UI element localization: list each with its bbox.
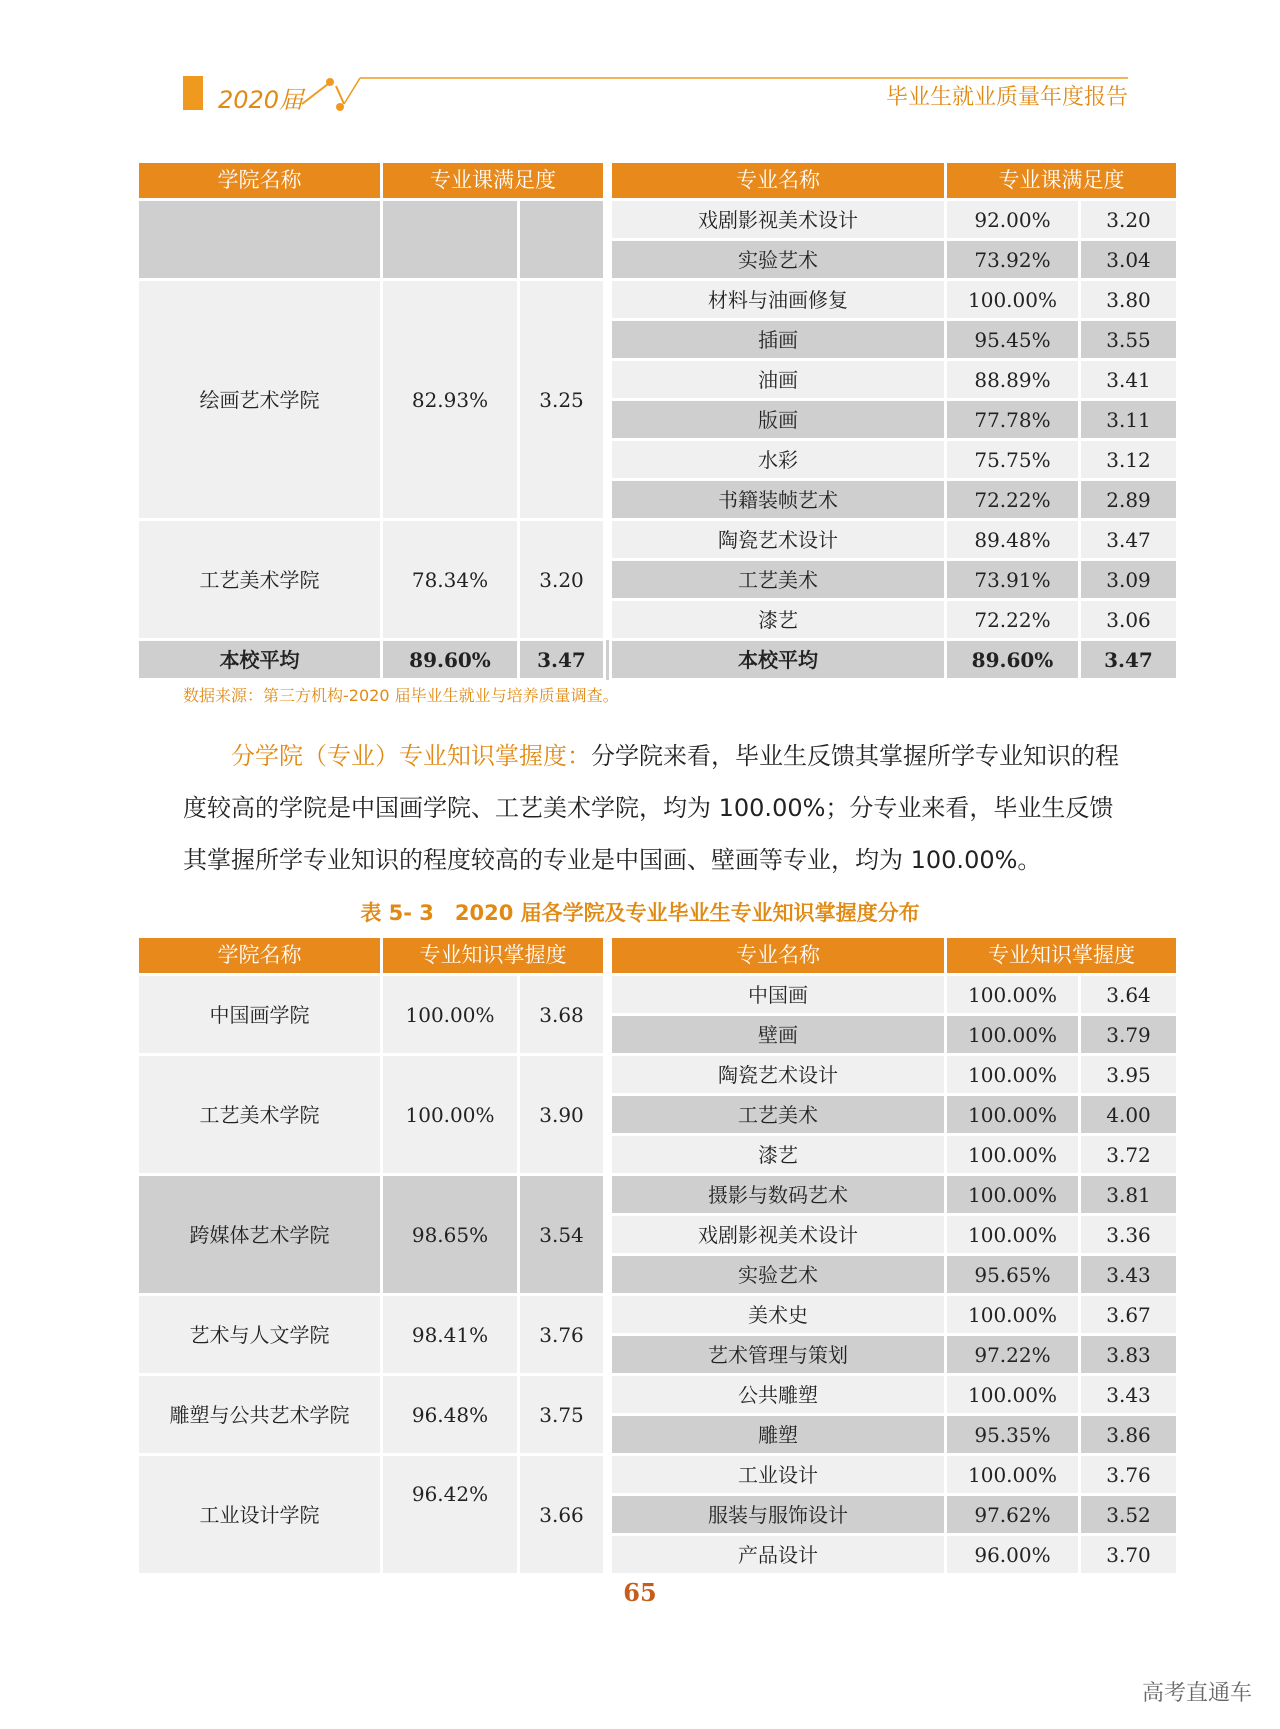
college-pct	[382, 200, 519, 280]
college-pct: 96.48%	[382, 1375, 519, 1455]
major-pct: 73.91%	[946, 560, 1080, 600]
page-header	[0, 0, 1280, 130]
average-row	[138, 640, 1178, 680]
major-pct: 100.00%	[946, 975, 1080, 1015]
major-name: 水彩	[611, 440, 946, 480]
header-knowledge-mastery: 专业知识掌握度	[946, 937, 1178, 975]
page-number: 65	[623, 1578, 657, 1607]
major-name: 版画	[611, 400, 946, 440]
major-score: 3.70	[1080, 1535, 1178, 1575]
major-name: 服装与服饰设计	[611, 1495, 946, 1535]
major-pct: 100.00%	[946, 1135, 1080, 1175]
header-year: 2020届	[218, 86, 304, 114]
average-pct: 89.60%	[946, 640, 1080, 680]
major-pct: 95.45%	[946, 320, 1080, 360]
major-name: 实验艺术	[611, 1255, 946, 1295]
college-name: 工艺美术学院	[138, 520, 382, 640]
major-pct: 72.22%	[946, 600, 1080, 640]
average-pct: 89.60%	[382, 640, 519, 680]
college-pct: 100.00%	[382, 975, 519, 1055]
table-knowledge-mastery	[136, 935, 1179, 1576]
major-score: 3.67	[1080, 1295, 1178, 1335]
major-pct: 88.89%	[946, 360, 1080, 400]
major-score: 4.00	[1080, 1095, 1178, 1135]
table-row	[138, 1055, 1178, 1095]
college-score: 3.90	[519, 1055, 605, 1175]
major-pct: 97.62%	[946, 1495, 1080, 1535]
major-score: 3.95	[1080, 1055, 1178, 1095]
college-score: 3.76	[519, 1295, 605, 1375]
major-score: 3.86	[1080, 1415, 1178, 1455]
major-pct: 100.00%	[946, 1375, 1080, 1415]
major-pct: 89.48%	[946, 520, 1080, 560]
major-pct: 95.65%	[946, 1255, 1080, 1295]
major-name: 书籍装帧艺术	[611, 480, 946, 520]
major-score: 3.04	[1080, 240, 1178, 280]
college-score: 3.25	[519, 280, 605, 520]
major-score: 3.55	[1080, 320, 1178, 360]
college-score: 3.66	[519, 1455, 605, 1575]
major-pct: 100.00%	[946, 1095, 1080, 1135]
table-row	[138, 975, 1178, 1015]
major-pct: 100.00%	[946, 1055, 1080, 1095]
major-score: 3.41	[1080, 360, 1178, 400]
college-name: 跨媒体艺术学院	[138, 1175, 382, 1295]
major-name: 插画	[611, 320, 946, 360]
major-name: 实验艺术	[611, 240, 946, 280]
major-name: 工艺美术	[611, 1095, 946, 1135]
major-score: 3.11	[1080, 400, 1178, 440]
header-major-name: 专业名称	[611, 162, 946, 200]
table-row	[138, 1375, 1178, 1415]
source-note: 数据来源：第三方机构-2020 届毕业生就业与培养质量调查。	[183, 686, 619, 705]
major-score: 3.52	[1080, 1495, 1178, 1535]
header-college-name: 学院名称	[138, 937, 382, 975]
table-row	[138, 280, 1178, 320]
college-name: 工艺美术学院	[138, 1055, 382, 1175]
college-pct: 100.00%	[382, 1055, 519, 1175]
major-pct: 100.00%	[946, 1015, 1080, 1055]
header-course-satisfaction: 专业课满足度	[946, 162, 1178, 200]
average-label: 本校平均	[611, 640, 946, 680]
college-score	[519, 200, 605, 280]
paragraph-text: 分学院来看，毕业生反馈其掌握所学专业知识的程度较高的学院是中国画学院、工艺美术学院，均为 100.00%；分专业来看，毕业生反馈其掌握所学专业知识的程度较高的专业是中国画、壁画等专业，均为 100.00%。	[183, 742, 1119, 874]
major-pct: 73.92%	[946, 240, 1080, 280]
college-score: 3.75	[519, 1375, 605, 1455]
major-pct: 72.22%	[946, 480, 1080, 520]
major-name: 油画	[611, 360, 946, 400]
major-score: 3.80	[1080, 280, 1178, 320]
major-score: 3.64	[1080, 975, 1178, 1015]
major-pct: 96.00%	[946, 1535, 1080, 1575]
table-row	[138, 200, 1178, 240]
major-score: 2.89	[1080, 480, 1178, 520]
major-score: 3.20	[1080, 200, 1178, 240]
college-pct: 98.65%	[382, 1175, 519, 1295]
major-name: 产品设计	[611, 1535, 946, 1575]
table-row	[138, 1455, 1178, 1495]
table-row	[138, 1295, 1178, 1335]
major-pct: 100.00%	[946, 1295, 1080, 1335]
average-label: 本校平均	[138, 640, 382, 680]
major-pct: 97.22%	[946, 1335, 1080, 1375]
major-pct: 77.78%	[946, 400, 1080, 440]
average-score: 3.47	[519, 640, 605, 680]
college-score: 3.68	[519, 975, 605, 1055]
major-name: 漆艺	[611, 1135, 946, 1175]
college-pct: 98.41%	[382, 1295, 519, 1375]
paragraph-highlight: 分学院（专业）专业知识掌握度：	[231, 742, 591, 770]
college-pct: 96.42%	[382, 1455, 519, 1575]
college-name	[138, 200, 382, 280]
college-pct: 78.34%	[382, 520, 519, 640]
major-pct: 100.00%	[946, 1175, 1080, 1215]
college-name: 绘画艺术学院	[138, 280, 382, 520]
header-knowledge-mastery: 专业知识掌握度	[382, 937, 605, 975]
college-name: 艺术与人文学院	[138, 1295, 382, 1375]
table-header-row	[138, 162, 1178, 200]
body-paragraph	[183, 730, 1128, 886]
major-pct: 75.75%	[946, 440, 1080, 480]
major-name: 戏剧影视美术设计	[611, 200, 946, 240]
table-row	[138, 520, 1178, 560]
major-pct: 100.00%	[946, 1215, 1080, 1255]
college-name: 雕塑与公共艺术学院	[138, 1375, 382, 1455]
major-score: 3.43	[1080, 1375, 1178, 1415]
header-course-satisfaction: 专业课满足度	[382, 162, 605, 200]
major-score: 3.43	[1080, 1255, 1178, 1295]
table-caption: 表 5- 3 2020 届各学院及专业毕业生专业知识掌握度分布	[360, 901, 920, 925]
major-score: 3.06	[1080, 600, 1178, 640]
major-name: 艺术管理与策划	[611, 1335, 946, 1375]
major-pct: 100.00%	[946, 280, 1080, 320]
major-name: 陶瓷艺术设计	[611, 1055, 946, 1095]
college-name: 中国画学院	[138, 975, 382, 1055]
major-name: 中国画	[611, 975, 946, 1015]
major-name: 戏剧影视美术设计	[611, 1215, 946, 1255]
average-score: 3.47	[1080, 640, 1178, 680]
college-score: 3.54	[519, 1175, 605, 1295]
major-name: 公共雕塑	[611, 1375, 946, 1415]
header-title: 毕业生就业质量年度报告	[885, 85, 1128, 110]
major-name: 漆艺	[611, 600, 946, 640]
major-score: 3.36	[1080, 1215, 1178, 1255]
table-course-satisfaction	[136, 160, 1179, 681]
major-score: 3.47	[1080, 520, 1178, 560]
major-name: 美术史	[611, 1295, 946, 1335]
major-name: 工业设计	[611, 1455, 946, 1495]
major-score: 3.09	[1080, 560, 1178, 600]
major-name: 雕塑	[611, 1415, 946, 1455]
major-score: 3.76	[1080, 1455, 1178, 1495]
header-college-name: 学院名称	[138, 162, 382, 200]
major-name: 壁画	[611, 1015, 946, 1055]
major-score: 3.83	[1080, 1335, 1178, 1375]
major-score: 3.12	[1080, 440, 1178, 480]
major-score: 3.81	[1080, 1175, 1178, 1215]
major-name: 材料与油画修复	[611, 280, 946, 320]
major-name: 工艺美术	[611, 560, 946, 600]
major-name: 摄影与数码艺术	[611, 1175, 946, 1215]
major-score: 3.79	[1080, 1015, 1178, 1055]
college-score: 3.20	[519, 520, 605, 640]
table-header-row	[138, 937, 1178, 975]
major-score: 3.72	[1080, 1135, 1178, 1175]
major-name: 陶瓷艺术设计	[611, 520, 946, 560]
major-pct: 100.00%	[946, 1455, 1080, 1495]
college-name: 工业设计学院	[138, 1455, 382, 1575]
watermark: 高考直通车	[1141, 1681, 1252, 1706]
major-pct: 92.00%	[946, 200, 1080, 240]
header-major-name: 专业名称	[611, 937, 946, 975]
table-row	[138, 1175, 1178, 1215]
major-pct: 95.35%	[946, 1415, 1080, 1455]
college-pct: 82.93%	[382, 280, 519, 520]
